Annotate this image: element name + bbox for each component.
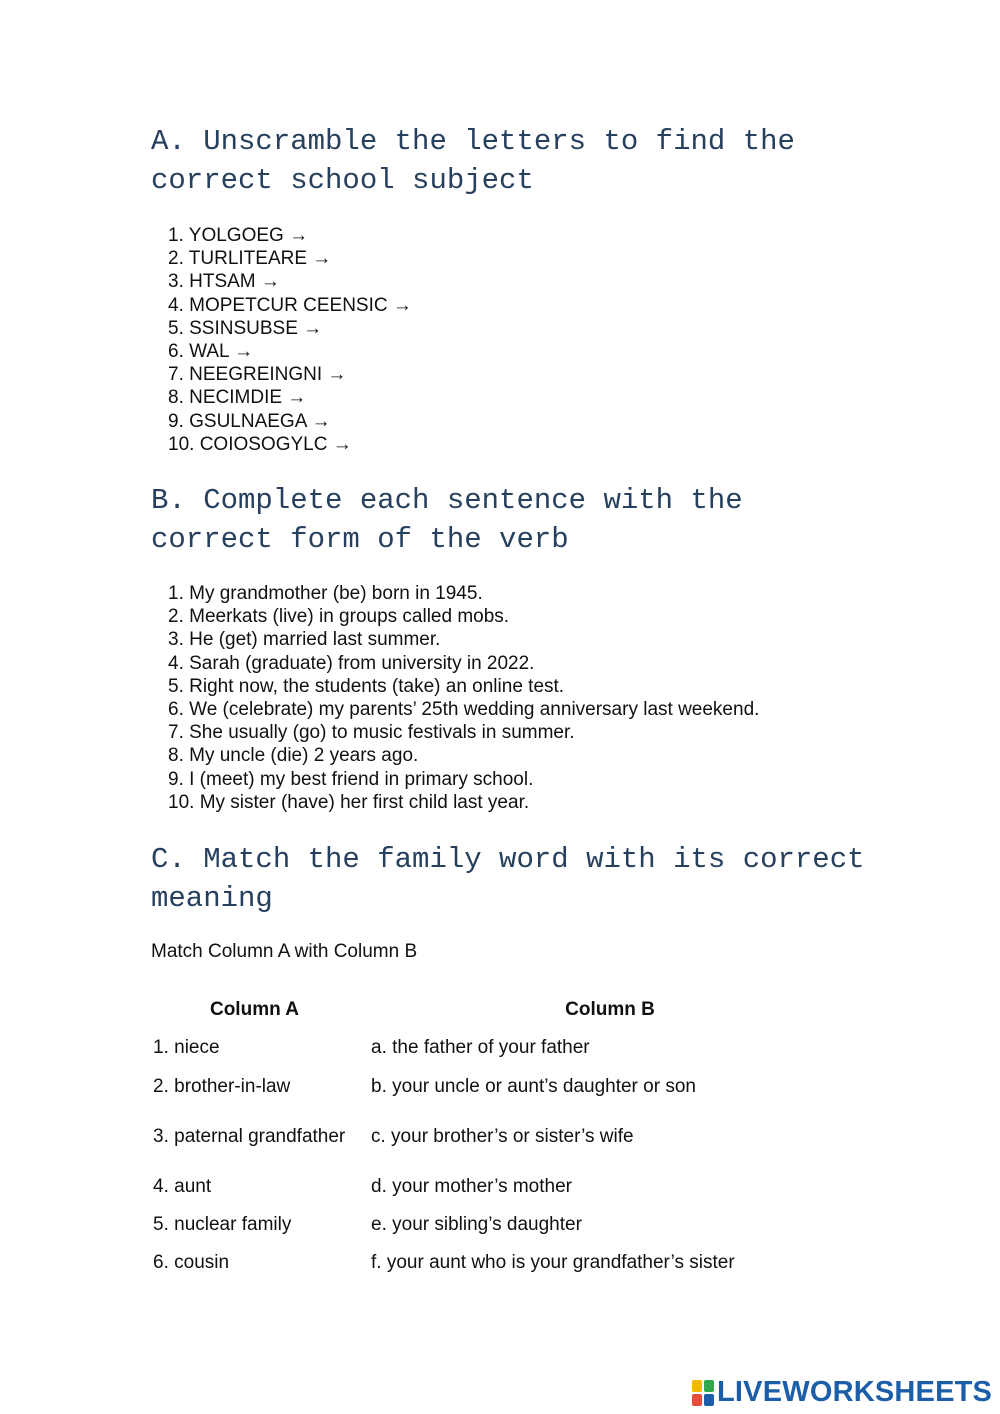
table-row [148, 1167, 849, 1205]
list-item: 1. YOLGOEG → [168, 225, 309, 246]
column-b-cell: f. your aunt who is your grandfather’s sister [371, 1251, 735, 1273]
list-item: 3. He (get) married last summer. [168, 629, 441, 651]
logo-text: LIVEWORKSHEETS [717, 1376, 993, 1408]
liveworksheets-logo-icon [692, 1380, 714, 1406]
table-row [148, 1028, 849, 1067]
list-item: 2. TURLITEARE → [168, 248, 332, 270]
section-a-list [168, 224, 412, 456]
list-item: 2. Meerkats (live) in groups called mobs. [168, 606, 510, 628]
list-item: 4. MOPETCUR CEENSIC → [168, 294, 412, 316]
list-item: 6. WAL → [168, 341, 254, 363]
list-item: 8. NECIMDIE → [168, 387, 307, 409]
list-item: 5. Right now, the students (take) an online test. [168, 675, 565, 697]
list-item: 9. I (meet) my best friend in primary school. [168, 768, 534, 790]
list-item: 1. My grandmother (be) born in 1945. [168, 583, 483, 604]
logo-square-red [692, 1394, 702, 1406]
logo-square-yellow [692, 1380, 702, 1392]
column-a-cell: 6. cousin [153, 1251, 230, 1273]
list-item: 9. GSULNAEGA → [168, 410, 331, 432]
column-b-cell: c. your brother’s or sister’s wife [371, 1125, 634, 1147]
column-a-cell: 5. nuclear family [153, 1213, 292, 1235]
matching-table [148, 992, 849, 1281]
column-a-cell: 4. aunt [153, 1175, 212, 1197]
list-item: 5. SSINSUBSE → [168, 317, 323, 339]
column-a-cell: 3. paternal grandfather [153, 1125, 346, 1147]
column-a-cell: 1. niece [153, 1037, 220, 1058]
column-b-header: Column B [565, 999, 655, 1020]
list-item: 10. COIOSOGYLC → [168, 433, 352, 455]
list-item: 8. My uncle (die) 2 years ago. [168, 745, 419, 767]
section-c-heading: C. Match the family word with its correct meaning [151, 843, 865, 915]
column-b-cell: d. your mother’s mother [371, 1175, 572, 1197]
table-row [148, 1205, 849, 1243]
column-b-cell: b. your uncle or aunt’s daughter or son [371, 1075, 696, 1097]
liveworksheets-logo [692, 1376, 992, 1409]
logo-square-blue [704, 1394, 714, 1406]
column-a-header: Column A [209, 999, 299, 1020]
list-item: 10. My sister (have) her first child last year. [168, 791, 530, 813]
section-a-heading: A. Unscramble the letters to find the correct school subject [151, 125, 795, 197]
list-item: 4. Sarah (graduate) from university in 2022. [168, 652, 535, 674]
table-row [148, 1105, 849, 1167]
logo-square-green [704, 1380, 714, 1392]
column-b-cell: e. your sibling’s daughter [371, 1213, 582, 1235]
list-item: 7. NEEGREINGNI → [168, 364, 347, 386]
section-c-intro: Match Column A with Column B [151, 941, 418, 962]
column-b-cell: a. the father of your father [371, 1037, 590, 1058]
table-row [148, 1067, 849, 1105]
list-item: 6. We (celebrate) my parents’ 25th wedding anniversary last weekend. [168, 699, 760, 721]
section-b-heading: B. Complete each sentence with the correct form of the verb [151, 484, 743, 556]
list-item: 7. She usually (go) to music festivals in summer. [168, 722, 575, 744]
column-a-cell: 2. brother-in-law [153, 1075, 291, 1097]
table-row [148, 1243, 849, 1281]
section-b-list [168, 582, 759, 814]
list-item: 3. HTSAM → [168, 271, 280, 293]
